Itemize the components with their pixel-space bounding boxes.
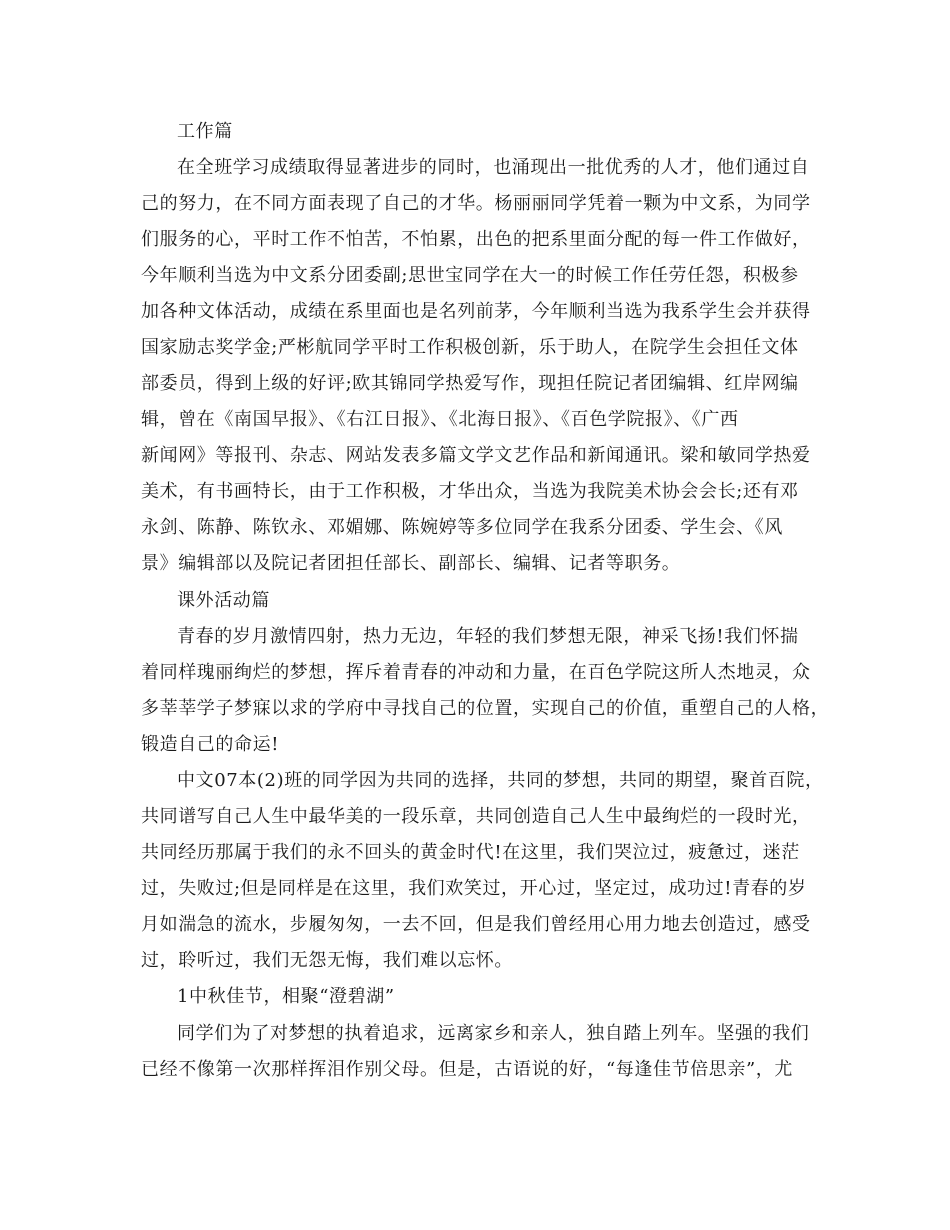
paragraph-line: 共同谱写自己人生中最华美的一段乐章，共同创造自己人生中最绚烂的一段时光， <box>141 806 811 827</box>
paragraph-line: 部委员，得到上级的好评;欧其锦同学热爱写作，现担任院记者团编辑、红岸网编 <box>141 373 799 394</box>
paragraph-line: 着同样瑰丽绚烂的梦想，挥斥着青春的冲动和力量，在百色学院这所人杰地灵，众 <box>141 662 811 683</box>
paragraph-line: 在全班学习成绩取得显著进步的同时，也涌现出一批优秀的人才，他们通过自 <box>177 157 810 178</box>
paragraph-line: 已经不像第一次那样挥泪作别父母。但是，古语说的好，“每逢佳节倍思亲”，尤 <box>141 1059 794 1080</box>
paragraph-line: 己的努力，在不同方面表现了自己的才华。杨丽丽同学凭着一颗为中文系，为同学 <box>141 193 811 214</box>
paragraph-line: 永剑、陈静、陈钦永、邓媚娜、陈婉婷等多位同学在我系分团委、学生会、《风 <box>141 517 783 538</box>
section-heading-activities: 课外活动篇 <box>177 590 270 611</box>
paragraph-line: 新闻网》等报刊、杂志、网站发表多篇文学文艺作品和新闻通讯。梁和敏同学热爱 <box>141 445 811 466</box>
paragraph-line: 中文07本(2)班的同学因为共同的选择，共同的梦想，共同的期望，聚首百院， <box>177 770 824 791</box>
paragraph-line: 共同经历那属于我们的永不回头的黄金时代!在这里，我们哭泣过，疲惫过，迷茫 <box>141 842 800 863</box>
paragraph-line: 月如湍急的流水，步履匆匆，一去不回，但是我们曾经用心用力地去创造过，感受 <box>141 914 811 935</box>
paragraph-line: 多莘莘学子梦寐以求的学府中寻找自己的位置，实现自己的价值，重塑自己的人格， <box>141 698 830 719</box>
section-heading-work: 工作篇 <box>177 121 233 142</box>
paragraph-line: 青春的岁月激情四射，热力无边，年轻的我们梦想无限，神采飞扬!我们怀揣 <box>177 626 799 647</box>
paragraph-line: 今年顺利当选为中文系分团委副;思世宝同学在大一的时候工作任劳任怨，积极参 <box>141 265 799 286</box>
subsection-heading-mid-autumn: 1中秋佳节，相聚“澄碧湖” <box>177 986 395 1007</box>
paragraph-line: 过，失败过;但是同样是在这里，我们欢笑过，开心过，坚定过，成功过!青春的岁 <box>141 878 807 899</box>
paragraph-line: 们服务的心，平时工作不怕苦，不怕累，出色的把系里面分配的每一件工作做好， <box>141 229 811 250</box>
paragraph-line: 景》编辑部以及院记者团担任部长、副部长、编辑、记者等职务。 <box>141 553 681 574</box>
paragraph-line: 同学们为了对梦想的执着追求，远离家乡和亲人，独自踏上列车。坚强的我们 <box>177 1023 810 1044</box>
paragraph-line: 锻造自己的命运! <box>141 734 280 755</box>
paragraph-line: 美术，有书画特长，由于工作积极，才华出众，当选为我院美术协会会长;还有邓 <box>141 481 799 502</box>
paragraph-line: 辑，曾在《南国早报》、《右江日报》、《北海日报》、《百色学院报》、《广西 <box>141 409 739 430</box>
paragraph-line: 过，聆听过，我们无怨无悔，我们难以忘怀。 <box>141 950 513 971</box>
paragraph-line: 国家励志奖学金;严彬航同学平时工作积极创新，乐于助人，在院学生会担任文体 <box>141 337 799 358</box>
paragraph-line: 加各种文体活动，成绩在系里面也是名列前茅，今年顺利当选为我系学生会并获得 <box>141 301 811 322</box>
